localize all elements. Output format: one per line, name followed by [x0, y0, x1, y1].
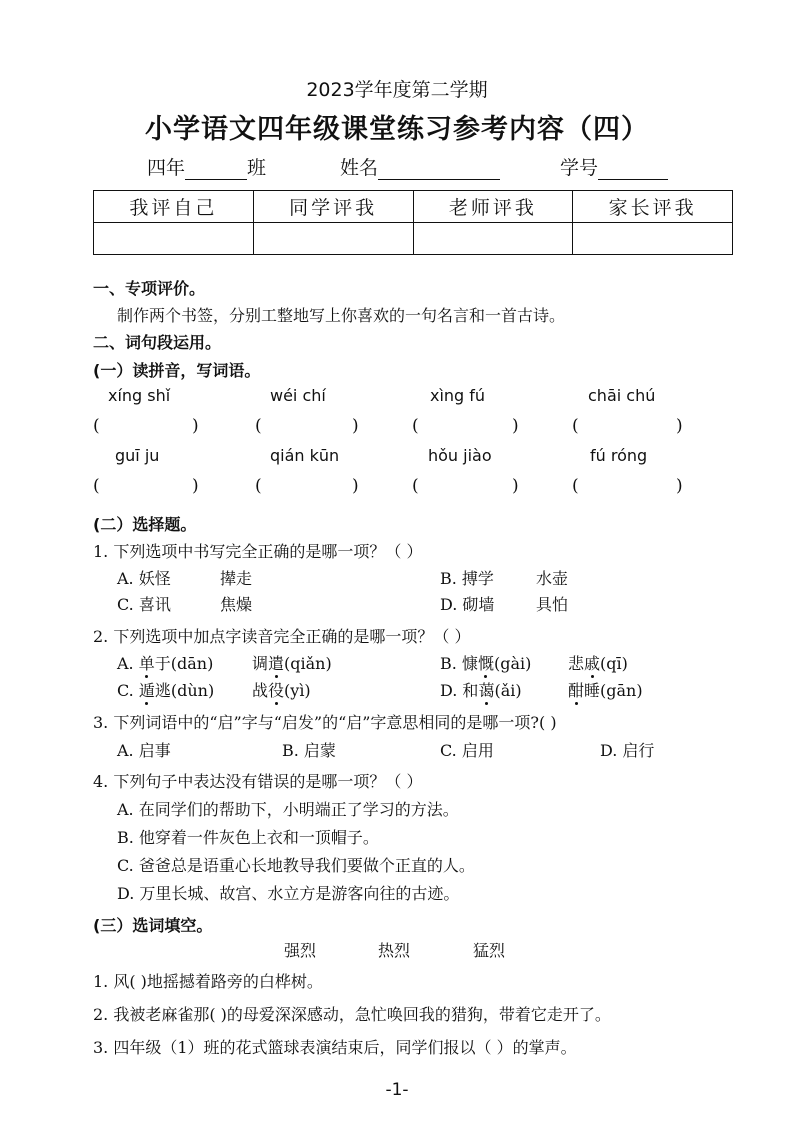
answer-6-close: ): [352, 476, 359, 496]
answer-2-open: (: [255, 416, 262, 436]
evaluation-table: [93, 190, 733, 255]
answer-7-close: ): [512, 476, 519, 496]
pinyin-wei-chi: wéi chí: [270, 386, 326, 405]
name-blank[interactable]: [378, 161, 500, 180]
name-field: [340, 153, 500, 180]
mc-q1-stem: 1. 下列选项中书写完全正确的是哪一项？（ ）: [93, 542, 423, 561]
eval-teacher-cell[interactable]: [413, 223, 573, 255]
q2b2-prefix: 悲: [568, 654, 585, 673]
eval-parent-cell[interactable]: [573, 223, 733, 255]
answer-4-open: (: [572, 416, 579, 436]
q2a-suffix: 于(dān): [154, 654, 214, 673]
section-1-instruction: 制作两个书签，分别工整地写上你喜欢的一句名言和一首古诗。: [117, 306, 566, 325]
q2c2-dotted-char: 役: [268, 681, 285, 700]
mc-q2-option-b-word2: [568, 651, 628, 674]
grade-label: 四年: [147, 157, 186, 179]
mc-q2-option-a-word2: [252, 651, 332, 674]
q2c-prefix: C.: [117, 681, 139, 700]
mc-q4-option-b[interactable]: B. 他穿着一件灰色上衣和一顶帽子。: [117, 828, 379, 847]
word-bank-qianglie: 强烈: [284, 941, 317, 960]
mc-q4-option-a[interactable]: A. 在同学们的帮助下，小明端正了学习的方法。: [117, 800, 459, 819]
part-3-heading: (三）选词填空。: [93, 916, 213, 935]
student-id-field: [560, 153, 668, 180]
class-label: 班: [247, 157, 267, 179]
section-1-heading: 一、专项评价。: [93, 279, 206, 298]
answer-3-close: ): [512, 416, 519, 436]
mc-q1-option-b-word2: 水壶: [536, 569, 569, 588]
mc-q1-option-d-word2: 具怕: [536, 595, 569, 614]
class-number-blank[interactable]: [185, 161, 247, 180]
q2c2-prefix: 战: [252, 681, 269, 700]
pinyin-chai-chu: chāi chú: [588, 386, 656, 405]
pinyin-xing-shi: xíng shǐ: [108, 386, 171, 405]
pinyin-fu-rong: fú róng: [590, 446, 648, 465]
eval-parent-header: 家长评我: [573, 191, 733, 223]
q2c-suffix: 逃(dùn): [154, 681, 215, 700]
answer-1-close: ): [192, 416, 199, 436]
mc-q4-option-c[interactable]: C. 爸爸总是语重心长地教导我们要做个正直的人。: [117, 856, 475, 875]
evaluation-input-row: [94, 223, 733, 255]
q2d-dotted-char: 蔼: [478, 681, 495, 700]
mc-q1-option-a-word2: 撵走: [220, 569, 253, 588]
mc-q2-option-d-word2: [568, 678, 643, 701]
answer-1-open: (: [93, 416, 100, 436]
mc-q2-stem: 2. 下列选项中加点字读音完全正确的是哪一项？（ ）: [93, 627, 471, 646]
answer-4-close: ): [676, 416, 683, 436]
section-2-heading: 二、词句段运用。: [93, 333, 222, 352]
mc-q2-option-d[interactable]: [440, 678, 522, 701]
pinyin-qian-kun: qián kūn: [270, 446, 340, 465]
mc-q2-option-c[interactable]: [117, 678, 214, 701]
mc-q3-option-d[interactable]: D. 启行: [600, 741, 655, 760]
fill-q3: 3. 四年级（1）班的花式篮球表演结束后，同学们报以（ ）的掌声。: [93, 1038, 577, 1057]
part-1-heading: (一）读拼音，写词语。: [93, 361, 261, 380]
word-bank-menglie: 猛烈: [473, 941, 506, 960]
q2d-prefix: D. 和: [440, 681, 479, 700]
evaluation-header-row: [94, 191, 733, 223]
q2d-suffix: (ǎi): [494, 681, 522, 700]
answer-3-open: (: [412, 416, 419, 436]
q2b2-dotted-char: 戚: [584, 654, 601, 673]
mc-q3-option-c[interactable]: C. 启用: [440, 741, 494, 760]
answer-8-close: ): [676, 476, 683, 496]
mc-q1-option-c[interactable]: C. 喜讯: [117, 595, 171, 614]
mc-q4-stem: 4. 下列句子中表达没有错误的是哪一项？（ ）: [93, 772, 423, 791]
term-heading: 2023学年度第二学期: [306, 79, 488, 101]
q2d2-suffix: 睡(gān): [584, 681, 643, 700]
q2a-dotted-char: 单: [138, 654, 155, 673]
answer-8-open: (: [572, 476, 579, 496]
grade-field: [147, 153, 266, 180]
answer-6-open: (: [255, 476, 262, 496]
q2b2-suffix: (qī): [600, 654, 628, 673]
id-label: 学号: [560, 157, 599, 179]
mc-q1-option-b[interactable]: B. 搏学: [440, 569, 494, 588]
mc-q2-option-a[interactable]: [117, 651, 213, 674]
q2a2-dotted-char: 遣: [268, 654, 285, 673]
fill-q2: 2. 我被老麻雀那( )的母爱深深感动，急忙唤回我的猎狗，带着它走开了。: [93, 1005, 611, 1024]
answer-5-close: ): [192, 476, 199, 496]
answer-2-close: ): [352, 416, 359, 436]
mc-q3-option-a[interactable]: A. 启事: [117, 741, 171, 760]
eval-self-header: 我评自己: [94, 191, 254, 223]
page-title: 小学语文四年级课堂练习参考内容（四）: [145, 114, 649, 145]
mc-q2-option-c-word2: [252, 678, 311, 701]
q2d2-dotted-char: 酣: [568, 681, 585, 700]
answer-7-open: (: [412, 476, 419, 496]
mc-q1-option-d[interactable]: D. 砌墙: [440, 595, 495, 614]
mc-q1-option-c-word2: 焦燥: [220, 595, 253, 614]
q2a2-suffix: (qiǎn): [284, 654, 332, 673]
answer-5-open: (: [93, 476, 100, 496]
eval-teacher-header: 老师评我: [413, 191, 573, 223]
mc-q2-option-b[interactable]: [440, 651, 531, 674]
pinyin-xing-fu: xìng fú: [430, 386, 486, 405]
mc-q3-option-b[interactable]: B. 启蒙: [282, 741, 336, 760]
eval-classmate-header: 同学评我: [253, 191, 413, 223]
q2b-dotted-char: 慨: [477, 654, 494, 673]
name-label: 姓名: [340, 157, 379, 179]
eval-classmate-cell[interactable]: [253, 223, 413, 255]
q2b-suffix: (gài): [493, 654, 532, 673]
mc-q1-option-a[interactable]: A. 妖怪: [117, 569, 171, 588]
mc-q4-option-d[interactable]: D. 万里长城、故宫、水立方是游客向往的古迹。: [117, 884, 460, 903]
q2b-prefix: B. 慷: [440, 654, 478, 673]
q2a-prefix: A.: [117, 654, 139, 673]
eval-self-cell[interactable]: [94, 223, 254, 255]
pinyin-gui-ju: guī ju: [115, 446, 160, 465]
student-id-blank[interactable]: [598, 161, 668, 180]
mc-q3-stem: 3. 下列词语中的“启”字与“启发”的“启”字意思相同的是哪一项?( ): [93, 713, 557, 732]
page-number: -1-: [385, 1080, 409, 1100]
fill-q1: 1. 风( )地摇撼着路旁的白桦树。: [93, 972, 323, 991]
word-bank-relie: 热烈: [378, 941, 411, 960]
q2a2-prefix: 调: [252, 654, 269, 673]
part-2-heading: (二）选择题。: [93, 515, 197, 534]
q2c-dotted-char: 遁: [138, 681, 155, 700]
pinyin-hou-jiao: hǒu jiào: [428, 446, 492, 465]
q2c2-suffix: (yì): [284, 681, 311, 700]
